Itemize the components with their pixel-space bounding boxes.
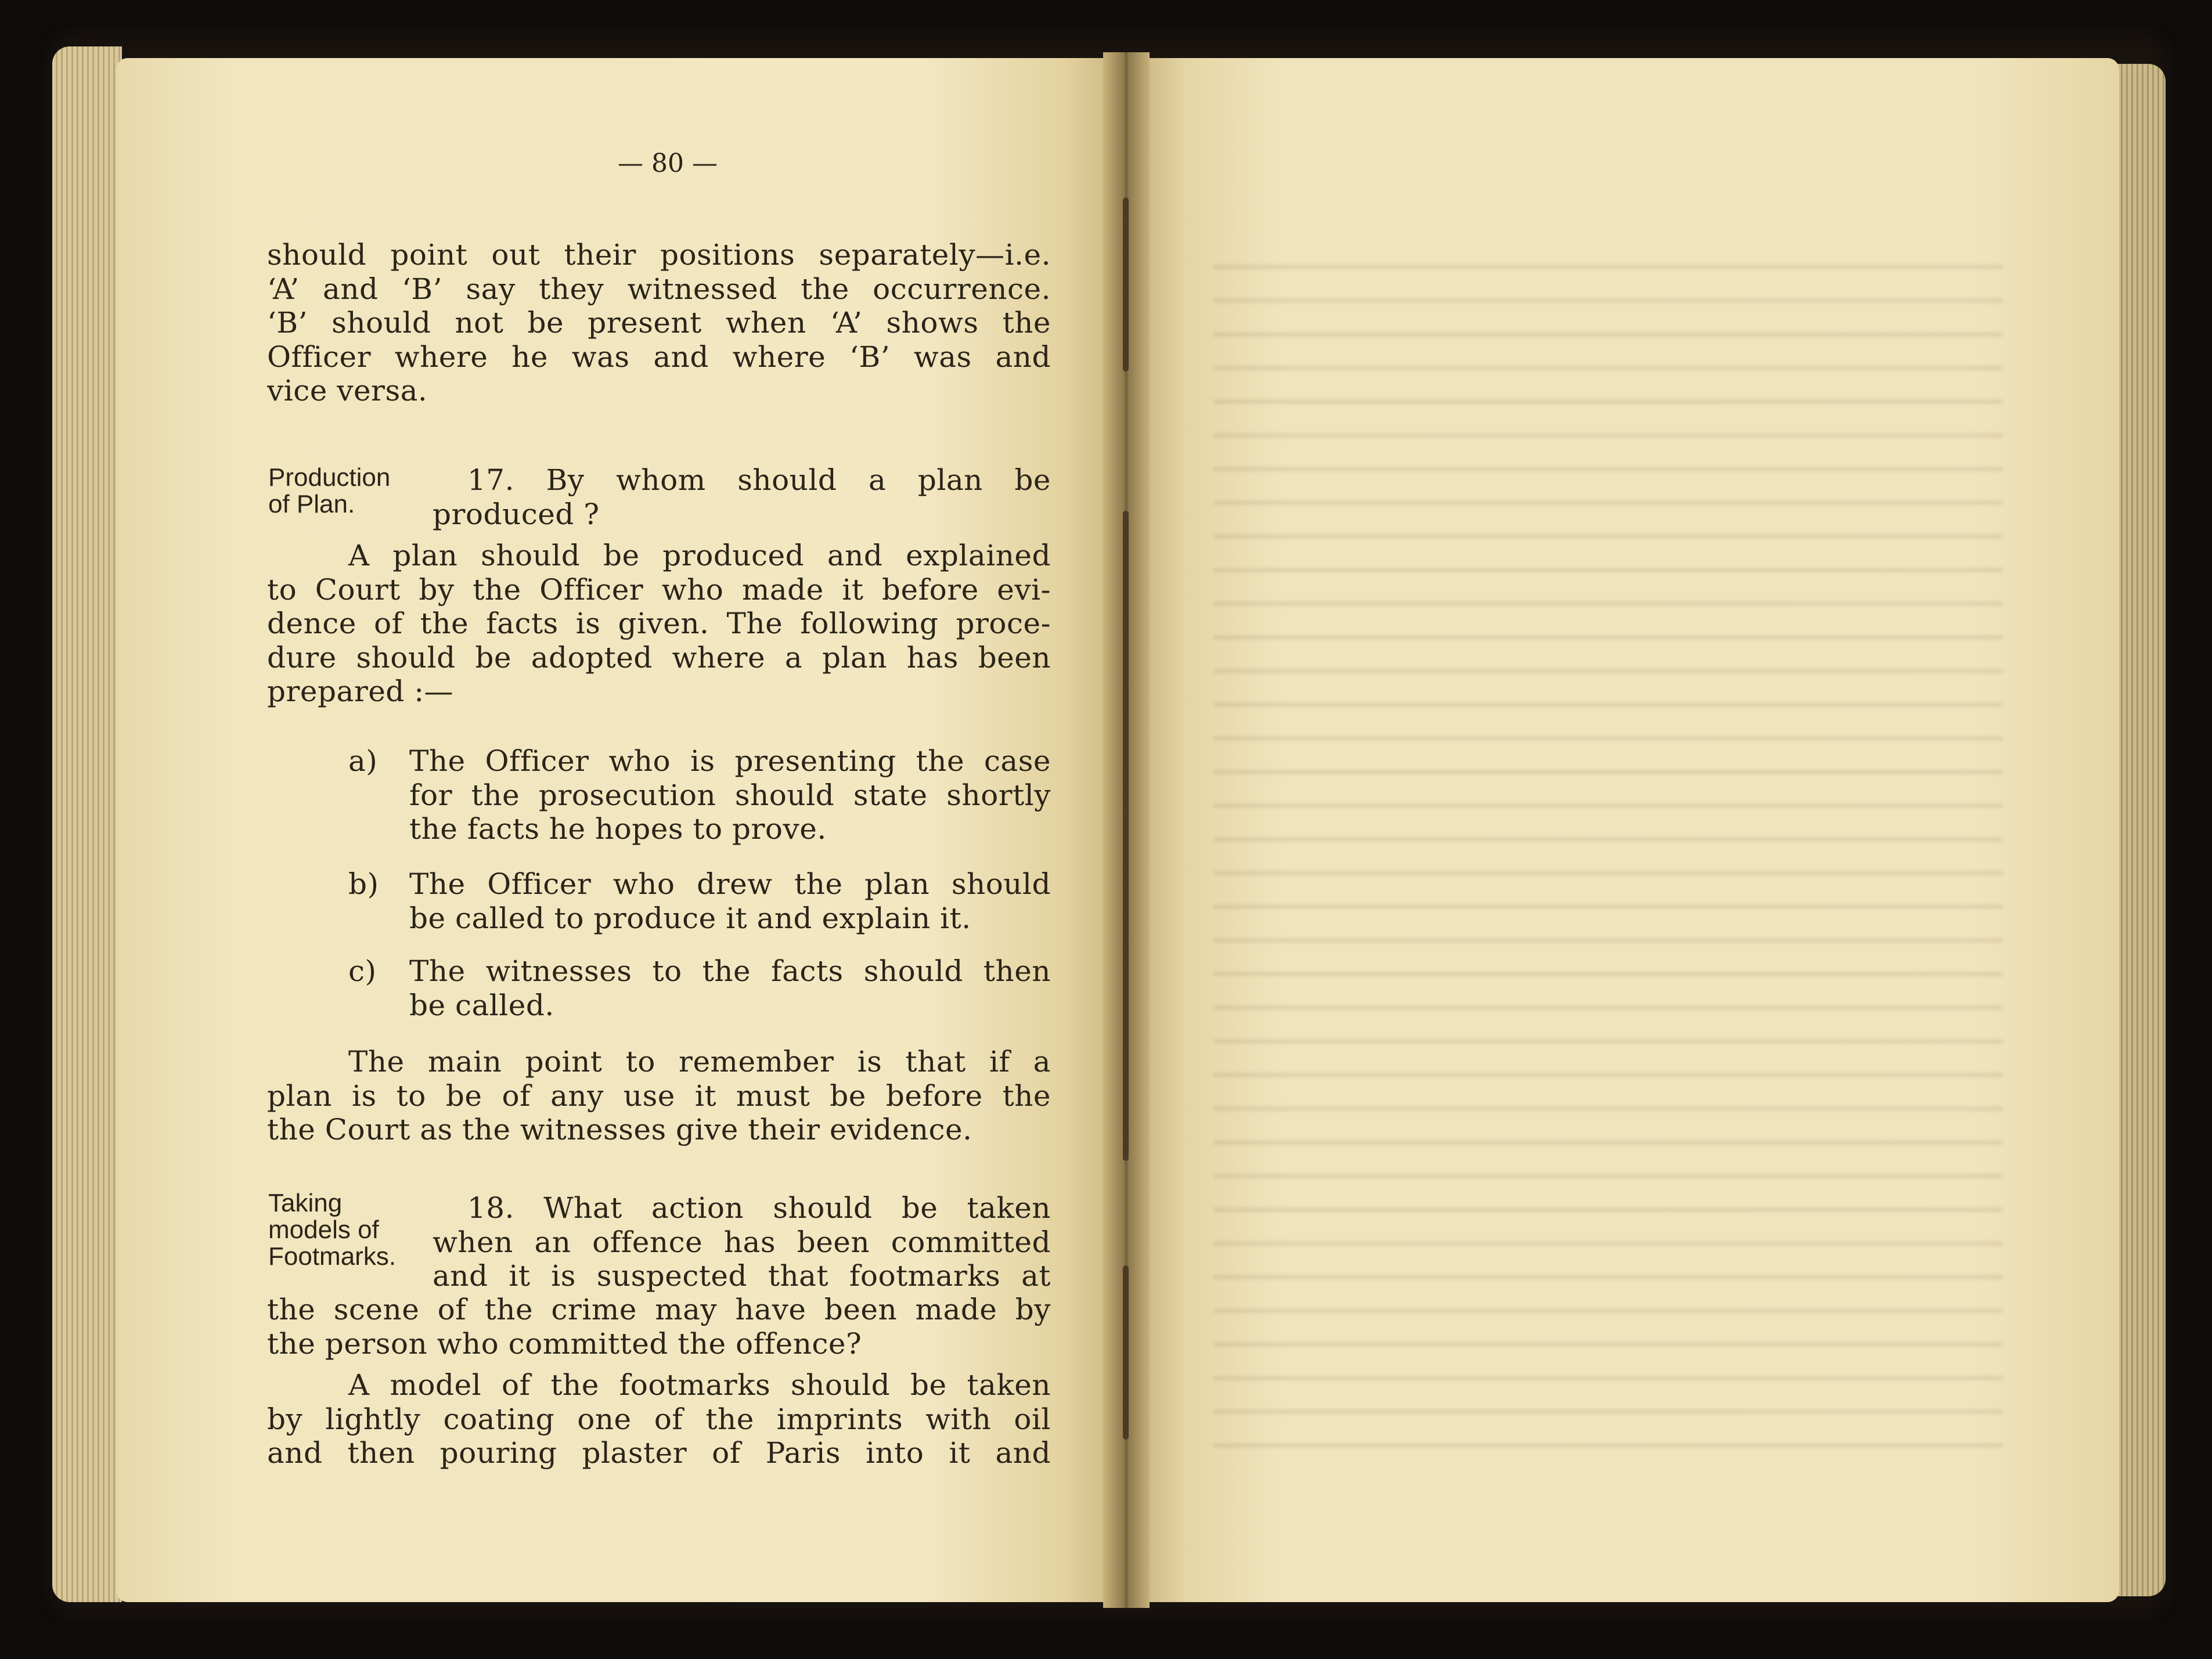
text-line: the scene of the crime may have been made by: [267, 1293, 1051, 1326]
margin-note-line: models of: [268, 1216, 379, 1244]
intro-paragraph: [267, 238, 1051, 408]
question-18-continued: [267, 1293, 1051, 1361]
text-line: produced ?: [433, 497, 600, 531]
question-17: [433, 463, 1051, 531]
text-line: ‘A’ and ‘B’ say they witnessed the occurrence.: [267, 272, 1051, 306]
item-letter: a): [348, 744, 378, 778]
text-line: the Court as the witnesses give their evidence.: [267, 1113, 972, 1146]
text-line: by lightly coating one of the imprints with oil: [267, 1402, 1051, 1436]
question-18: [433, 1191, 1051, 1293]
list-item: [409, 954, 1051, 1022]
text-line: be called to produce it and explain it.: [409, 901, 971, 935]
text-line: be called.: [409, 988, 554, 1022]
list-item: [409, 867, 1051, 935]
binding-stitch: [1123, 1265, 1129, 1440]
text-line: vice versa.: [267, 374, 428, 407]
margin-note-line: Production: [268, 463, 391, 492]
text-line: the facts he hopes to prove.: [409, 812, 827, 846]
text-line: A plan should be produced and explained: [348, 539, 1051, 572]
text-line: the person who committed the offence?: [267, 1326, 862, 1361]
text-line: plan is to be of any use it must be before the: [267, 1079, 1051, 1113]
answer-18: [267, 1368, 1051, 1470]
text-line: and then pouring plaster of Paris into it and: [267, 1436, 1051, 1470]
closing-paragraph-17: [267, 1045, 1051, 1147]
text-line: The main point to remember is that if a: [348, 1045, 1051, 1079]
text-line: 18. What action should be taken: [467, 1191, 1051, 1225]
item-letter: b): [348, 867, 379, 901]
text-line: The witnesses to the facts should then: [409, 954, 1051, 988]
text-line: The Officer who drew the plan should: [409, 867, 1051, 901]
list-item: [409, 744, 1051, 846]
margin-note-taking-models-of-footmarks: [268, 1190, 396, 1270]
binding-stitch: [1123, 197, 1129, 372]
margin-note-line: of Plan.: [268, 490, 355, 518]
text-line: when an offence has been committed: [433, 1225, 1051, 1259]
text-line: The Officer who is presenting the case: [409, 744, 1051, 778]
text-line: 17. By whom should a plan be: [467, 463, 1051, 497]
text-line: Officer where he was and where ‘B’ was and: [267, 340, 1051, 374]
answer-17: [267, 539, 1051, 709]
text-line: for the prosecution should state shortly: [409, 778, 1051, 812]
text-line: to Court by the Officer who made it before evi-: [267, 572, 1051, 607]
text-line: A model of the footmarks should be taken: [348, 1368, 1051, 1402]
margin-note-line: Taking: [268, 1189, 343, 1217]
text-line: should point out their positions separately—i.e.: [267, 238, 1051, 272]
page-edges-left: [52, 46, 122, 1602]
text-line: and it is suspected that footmarks at: [433, 1259, 1051, 1293]
text-line: dure should be adopted where a plan has been: [267, 640, 1051, 675]
text-line: ‘B’ should not be present when ‘A’ shows the: [267, 306, 1051, 340]
page-number: — 80 —: [618, 149, 718, 178]
item-letter: c): [348, 954, 377, 988]
binding-stitch: [1123, 511, 1129, 1161]
text-line: prepared :—: [267, 675, 454, 708]
margin-note-production-of-plan: [268, 464, 390, 518]
text-line: dence of the facts is given. The following proce-: [267, 607, 1051, 640]
bleed-through-text: [1213, 244, 2003, 1474]
margin-note-line: Footmarks.: [268, 1242, 397, 1271]
